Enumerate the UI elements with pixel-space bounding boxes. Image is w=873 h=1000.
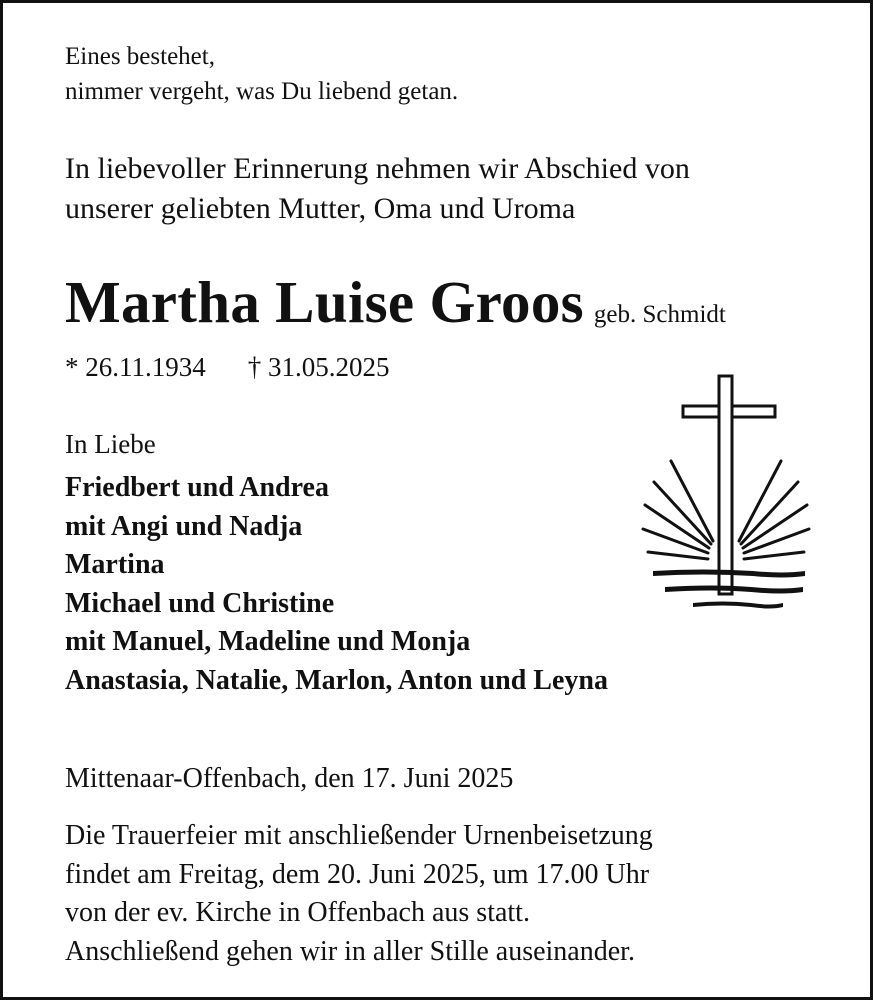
intro-line: unserer geliebten Mutter, Oma und Uroma	[65, 192, 576, 225]
cross-shape	[683, 376, 775, 594]
death-date: † 31.05.2025	[247, 352, 390, 382]
cross-with-rising-sun-and-water-icon	[633, 365, 823, 615]
deceased-name: Martha Luise Groos	[65, 269, 584, 335]
motto-line: Eines bestehet,	[65, 43, 215, 70]
life-dates	[65, 348, 390, 386]
mourner-line: Friedbert und Andrea	[65, 472, 329, 503]
mourner-line: Michael und Christine	[65, 587, 335, 619]
funeral-service-info	[65, 817, 653, 971]
mourner-line: Martina	[65, 549, 165, 580]
maiden-name: geb. Schmidt	[593, 301, 726, 328]
service-line: von der ev. Kirche in Offenbach aus statt.	[65, 897, 530, 928]
deceased-name-block	[65, 267, 726, 350]
mourners-intro: In Liebe	[65, 429, 156, 459]
service-line: Die Trauerfeier mit anschließender Urnenbeisetzung	[65, 820, 653, 851]
mourner-line: Anastasia, Natalie, Marlon, Anton und Leyna	[65, 664, 608, 696]
motto-line: nimmer vergeht, was Du liebend getan.	[65, 78, 459, 105]
intro-line: In liebevoller Erinnerung nehmen wir Abschied von	[65, 152, 690, 185]
service-line: Anschließend gehen wir in aller Stille auseinander.	[65, 935, 635, 967]
service-line: findet am Freitag, dem 20. Juni 2025, um 17.00 Uhr	[65, 858, 650, 890]
birth-date: * 26.11.1934	[65, 352, 206, 382]
mourner-line: mit Angi und Nadja	[65, 510, 303, 542]
place-and-date: Mittenaar-Offenbach, den 17. Juni 2025	[65, 763, 514, 794]
farewell-intro	[65, 149, 690, 229]
mourners-list	[65, 469, 608, 700]
motto-verse	[65, 39, 458, 109]
mourner-line: mit Manuel, Madeline und Monja	[65, 626, 471, 657]
